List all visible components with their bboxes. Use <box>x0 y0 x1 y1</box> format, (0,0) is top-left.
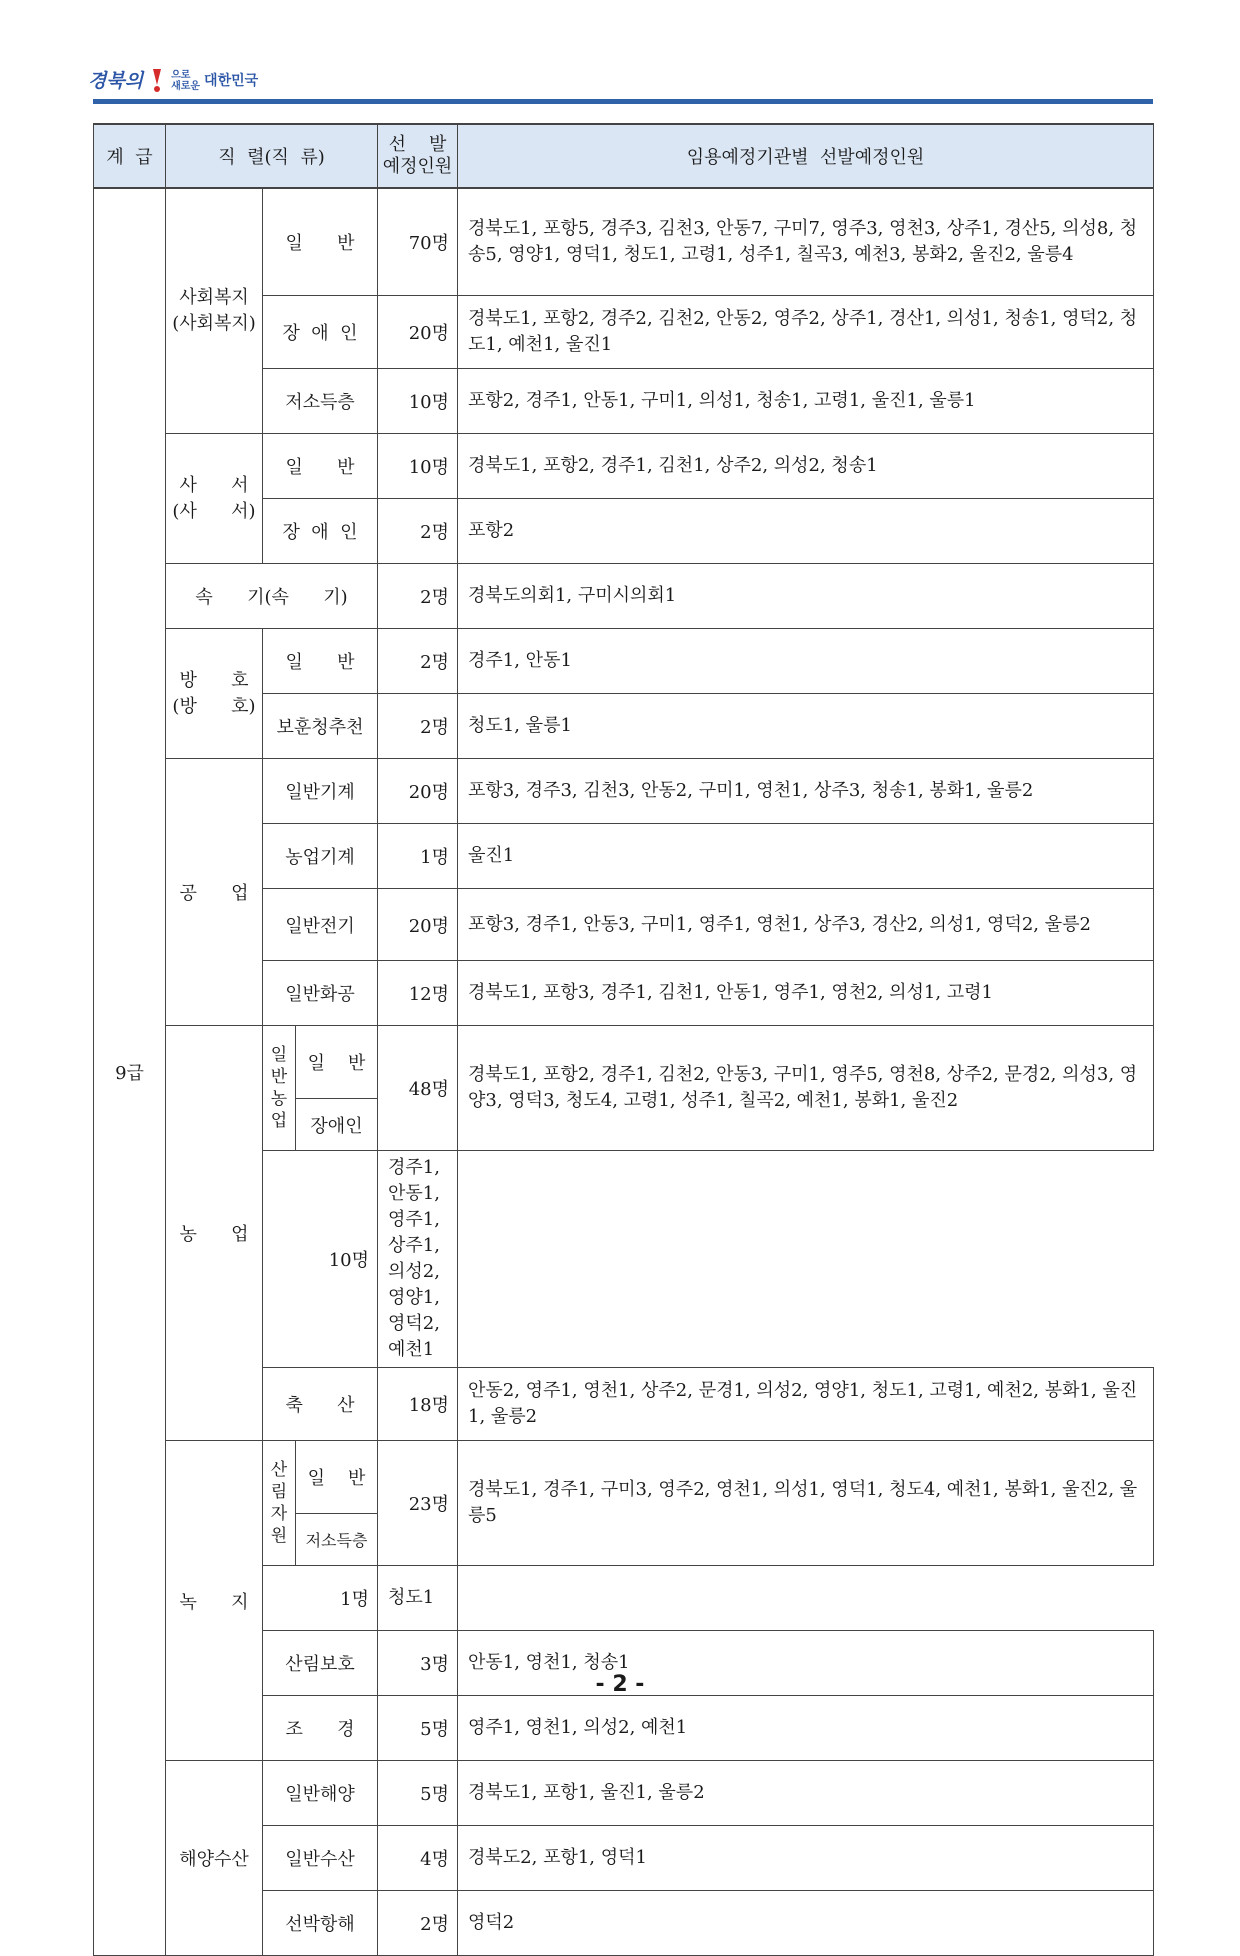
table-row <box>94 1761 1154 1826</box>
sub-series: 일 반 <box>296 1026 378 1099</box>
detail-cell: 경북도1, 경주1, 구미3, 영주2, 영천1, 의성1, 영덕1, 청도4, 예천1, 봉화1, 울진2, 울릉5 <box>458 1441 1154 1566</box>
sub-series: 조 경 <box>263 1696 378 1761</box>
sub-series: 장 애 인 <box>263 296 378 369</box>
series-agriculture: 농 업 <box>166 1026 263 1441</box>
series-greenery: 녹 지 <box>166 1441 263 1761</box>
table-header-row <box>94 124 1154 188</box>
logo-small-text: 으로 새로운 <box>171 69 201 92</box>
detail-cell: 경북도1, 포항2, 경주1, 김천1, 상주2, 의성2, 청송1 <box>458 434 1154 499</box>
detail-cell: 경주1, 안동1, 영주1, 상주1, 의성2, 영양1, 영덕2, 예천1 <box>378 1151 458 1368</box>
count-cell: 18명 <box>378 1368 458 1441</box>
table-row <box>94 1026 1154 1151</box>
count-cell: 70명 <box>378 188 458 296</box>
count-cell: 23명 <box>378 1441 458 1566</box>
table-row <box>94 564 1154 629</box>
detail-cell: 포항3, 경주1, 안동3, 구미1, 영주1, 영천1, 상주3, 경산2, 의성1, 영덕2, 울릉2 <box>458 889 1154 961</box>
series-social-welfare: 사회복지 (사회복지) <box>166 188 263 434</box>
detail-cell: 영주1, 영천1, 의성2, 예천1 <box>458 1696 1154 1761</box>
detail-cell: 포항2, 경주1, 안동1, 구미1, 의성1, 청송1, 고령1, 울진1, 울릉1 <box>458 369 1154 434</box>
col-header-grade: 계 급 <box>94 124 166 188</box>
count-cell: 2명 <box>378 1891 458 1956</box>
sub-series: 보훈청추천 <box>263 694 378 759</box>
logo-country-text: 대한민국 <box>204 72 259 89</box>
detail-cell: 포항3, 경주3, 김천3, 안동2, 구미1, 영천1, 상주3, 청송1, 봉화1, 울릉2 <box>458 759 1154 824</box>
sub-series: 저소득층 <box>305 1531 368 1550</box>
series-librarian: 사 서 (사 서) <box>166 434 263 564</box>
sub-series: 저소득층 <box>263 369 378 434</box>
count-cell: 5명 <box>378 1761 458 1826</box>
count-cell: 2명 <box>378 629 458 694</box>
header-logo <box>88 66 258 93</box>
sub-group-forest-resources: 산 림 자 원 <box>263 1441 296 1565</box>
table-row <box>94 1441 1154 1566</box>
sub-series: 일반화공 <box>263 961 378 1026</box>
series-guard: 방 호 (방 호) <box>166 629 263 759</box>
detail-cell: 영덕2 <box>458 1891 1154 1956</box>
detail-cell: 울진1 <box>458 824 1154 889</box>
col-header-series: 직 렬(직 류) <box>166 124 378 188</box>
logo-main-text: 경북의 <box>88 70 144 92</box>
series-stenographer: 속 기(속 기) <box>166 564 378 629</box>
table-row <box>94 629 1154 694</box>
sub-group-general-agri: 일 반 농 업 <box>263 1026 296 1150</box>
sub-series: 일 반 <box>263 629 378 694</box>
count-cell: 10명 <box>378 434 458 499</box>
count-cell: 12명 <box>378 961 458 1026</box>
count-cell: 2명 <box>378 499 458 564</box>
detail-cell: 안동1, 영천1, 청송1 <box>458 1631 1154 1696</box>
sub-series: 장 애 인 <box>263 499 378 564</box>
count-cell: 4명 <box>378 1826 458 1891</box>
count-cell: 2명 <box>378 564 458 629</box>
sub-series: 일반기계 <box>263 759 378 824</box>
detail-cell: 경북도1, 포항2, 경주2, 김천2, 안동2, 영주2, 상주1, 경산1, 의성1, 청송1, 영덕2, 청도1, 예천1, 울진1 <box>458 296 1154 369</box>
detail-cell: 청도1 <box>378 1566 458 1631</box>
sub-series: 장애인 <box>310 1115 363 1137</box>
count-cell: 3명 <box>378 1631 458 1696</box>
series-engineering: 공 업 <box>166 759 263 1026</box>
logo-swoosh-icon <box>147 67 167 93</box>
count-cell: 20명 <box>378 296 458 369</box>
detail-cell: 경북도2, 포항1, 영덕1 <box>458 1826 1154 1891</box>
count-cell: 20명 <box>378 889 458 961</box>
series-marine-fisheries: 해양수산 <box>166 1761 263 1956</box>
sub-series: 일 반 <box>296 1441 378 1514</box>
page-number: - 2 - <box>595 1672 645 1697</box>
sub-series: 일반전기 <box>263 889 378 961</box>
sub-series: 선박항해 <box>263 1891 378 1956</box>
count-cell: 1명 <box>378 824 458 889</box>
grade-cell: 9급 <box>94 188 166 1956</box>
detail-cell: 경북도의회1, 구미시의회1 <box>458 564 1154 629</box>
count-cell: 48명 <box>378 1026 458 1151</box>
detail-cell: 안동2, 영주1, 영천1, 상주2, 문경1, 의성2, 영양1, 청도1, 고령1, 예천2, 봉화1, 울진1, 울릉2 <box>458 1368 1154 1441</box>
detail-cell: 청도1, 울릉1 <box>458 694 1154 759</box>
sub-series: 축 산 <box>263 1368 378 1441</box>
count-cell: 10명 <box>263 1151 378 1368</box>
sub-series: 산림보호 <box>263 1631 378 1696</box>
count-cell: 10명 <box>378 369 458 434</box>
count-cell: 2명 <box>378 694 458 759</box>
table-row <box>94 188 1154 296</box>
count-cell: 1명 <box>263 1566 378 1631</box>
detail-cell: 경북도1, 포항5, 경주3, 김천3, 안동7, 구미7, 영주3, 영천3, 상주1, 경산5, 의성8, 청송5, 영양1, 영덕1, 청도1, 고령1, 성주1, 칠곡3, 예천3, 봉화2, 울진2, 울릉4 <box>458 188 1154 296</box>
sub-series: 농업기계 <box>263 824 378 889</box>
table-row <box>94 759 1154 824</box>
sub-series-split <box>263 1441 378 1566</box>
detail-cell: 포항2 <box>458 499 1154 564</box>
table-row <box>94 434 1154 499</box>
sub-series-split <box>263 1026 378 1151</box>
sub-series: 일 반 <box>263 188 378 296</box>
header-rule <box>93 99 1153 104</box>
sub-series: 일반해양 <box>263 1761 378 1826</box>
count-cell: 20명 <box>378 759 458 824</box>
detail-cell: 경북도1, 포항2, 경주1, 김천2, 안동3, 구미1, 영주5, 영천8, 상주2, 문경2, 의성3, 영양3, 영덕3, 청도4, 고령1, 성주1, 칠곡2, 예천1, 봉화1, 울진2 <box>458 1026 1154 1151</box>
col-header-count: 선 발 예정인원 <box>378 124 458 188</box>
sub-series: 일 반 <box>263 434 378 499</box>
col-header-agency: 임용예정기관별 선발예정인원 <box>458 124 1154 188</box>
detail-cell: 경북도1, 포항1, 울진1, 울릉2 <box>458 1761 1154 1826</box>
logo-sub <box>171 70 200 92</box>
count-cell: 5명 <box>378 1696 458 1761</box>
detail-cell: 경북도1, 포항3, 경주1, 김천1, 안동1, 영주1, 영천2, 의성1, 고령1 <box>458 961 1154 1026</box>
sub-series: 일반수산 <box>263 1826 378 1891</box>
detail-cell: 경주1, 안동1 <box>458 629 1154 694</box>
